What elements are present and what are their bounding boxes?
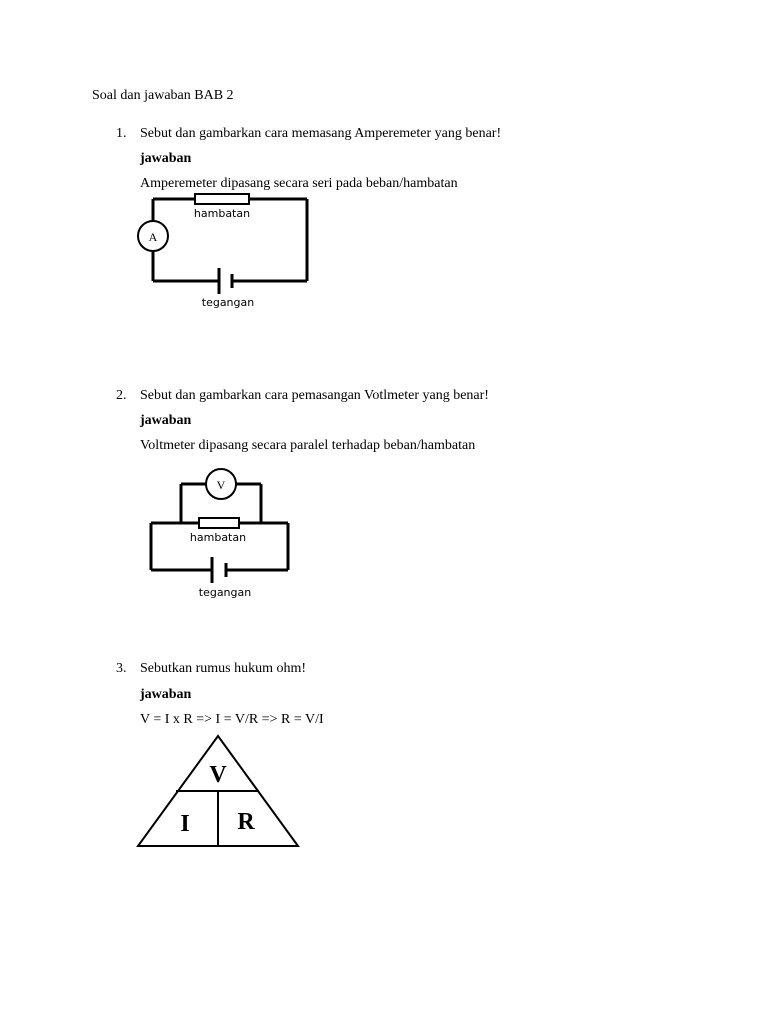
triangle-bottom-right-letter: R bbox=[237, 809, 255, 835]
question-3-text: Sebutkan rumus hukum ohm! bbox=[140, 661, 307, 676]
triangle-top-letter: V bbox=[209, 762, 227, 788]
question-1-answer-label: jawaban bbox=[140, 151, 192, 166]
question-2-text: Sebut dan gambarkan cara pemasangan Votlmeter yang benar! bbox=[140, 388, 489, 403]
question-3-answer-label: jawaban bbox=[140, 687, 192, 702]
triangle-bottom-left-letter: I bbox=[180, 811, 190, 837]
question-1-answer: Amperemeter dipasang secara seri pada beban/hambatan bbox=[140, 176, 458, 191]
document-title: Soal dan jawaban BAB 2 bbox=[92, 88, 234, 103]
source-label: tegangan bbox=[198, 586, 252, 599]
question-2-answer: Voltmeter dipasang secara paralel terhadap beban/hambatan bbox=[140, 438, 476, 453]
source-label: tegangan bbox=[201, 296, 255, 309]
ammeter-letter: A bbox=[148, 230, 158, 244]
resistor-label: hambatan bbox=[193, 207, 251, 220]
resistor-label: hambatan bbox=[189, 531, 247, 544]
voltmeter-letter: V bbox=[216, 478, 226, 492]
question-1-text: Sebut dan gambarkan cara memasang Amperemeter yang benar! bbox=[140, 126, 502, 141]
question-2-number: 2. bbox=[116, 388, 127, 403]
question-3-answer: V = I x R => I = V/R => R = V/I bbox=[140, 712, 324, 727]
question-2-answer-label: jawaban bbox=[140, 413, 192, 428]
question-1-number: 1. bbox=[116, 126, 127, 141]
question-3-number: 3. bbox=[116, 661, 127, 676]
